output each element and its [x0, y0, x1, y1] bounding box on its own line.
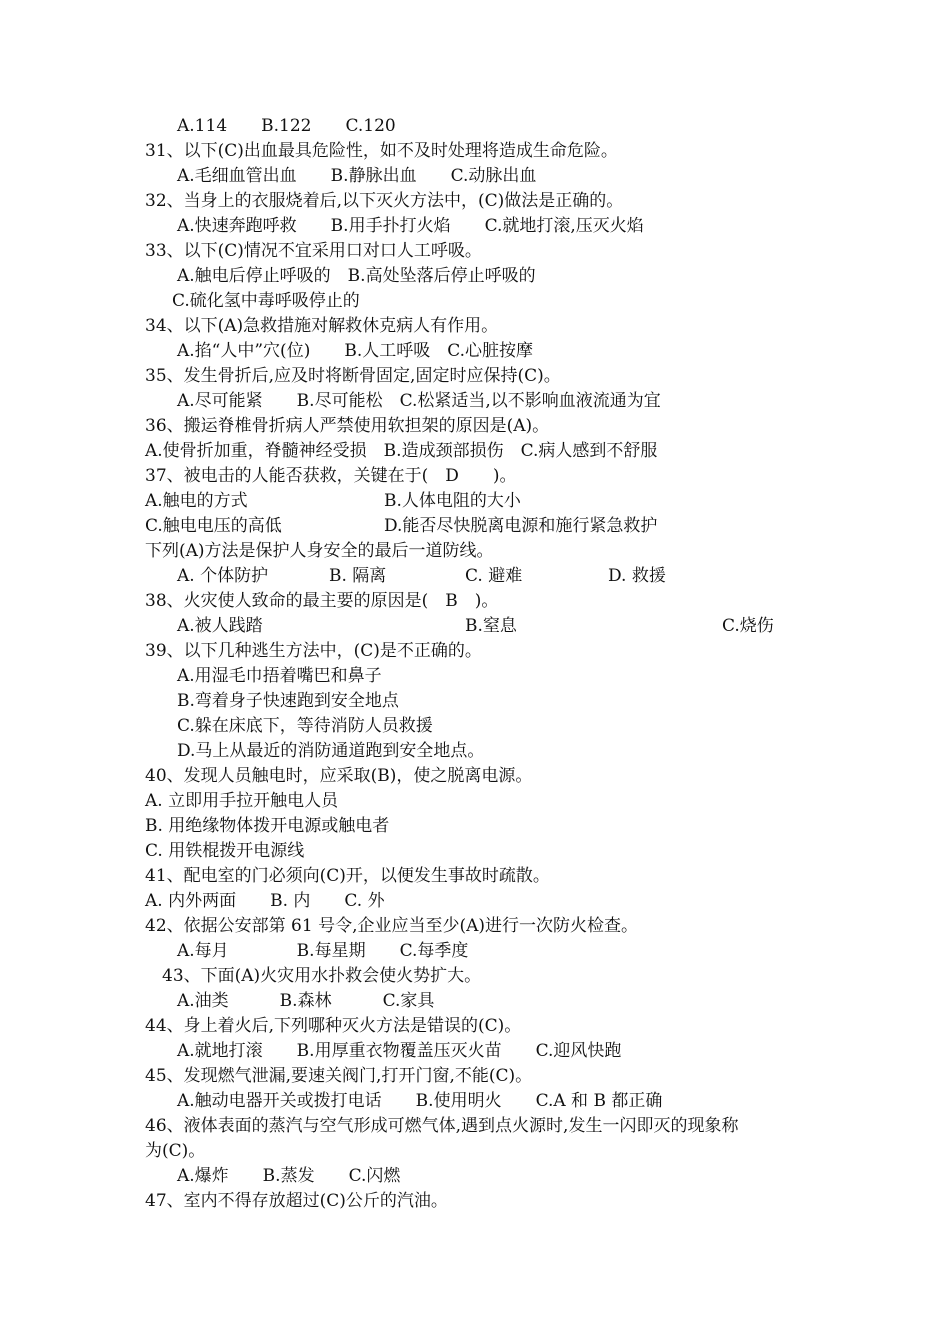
q39-option-c: C.躲在床底下，等待消防人员救援 — [177, 716, 433, 736]
q40-option-a: A. 立即用手拉开触电人员 — [145, 791, 339, 811]
extra-option-a: A. 个体防护 — [177, 566, 269, 586]
q33-option-c: C.硫化氢中毒呼吸停止的 — [172, 291, 360, 311]
q38-stem: 38、火灾使人致命的最主要的原因是( B )。 — [145, 591, 499, 611]
q33-stem: 33、以下(C)情况不宜采用口对口人工呼吸。 — [145, 241, 482, 261]
q39-stem: 39、以下几种逃生方法中，(C)是不正确的。 — [145, 641, 482, 661]
q38-option-c: C.烧伤 — [722, 616, 774, 636]
q36-options: A.使骨折加重，脊髓神经受损 B.造成颈部损伤 C.病人感到不舒服 — [145, 441, 658, 461]
q41-options: A. 内外两面 B. 内 C. 外 — [145, 891, 385, 911]
q45-options: A.触动电器开关或拨打电话 B.使用明火 C.A 和 B 都正确 — [177, 1091, 663, 1111]
q30-options: A.114 B.122 C.120 — [177, 116, 396, 136]
q44-stem: 44、身上着火后,下列哪种灭火方法是错误的(C)。 — [145, 1016, 522, 1036]
q32-stem: 32、当身上的衣服烧着后,以下灭火方法中，(C)做法是正确的。 — [145, 191, 624, 211]
extra-option-c: C. 避难 — [465, 566, 523, 586]
q31-stem: 31、以下(C)出血最具危险性，如不及时处理将造成生命危险。 — [145, 141, 618, 161]
q39-option-b: B.弯着身子快速跑到安全地点 — [177, 691, 399, 711]
q36-stem: 36、搬运脊椎骨折病人严禁使用软担架的原因是(A)。 — [145, 416, 550, 436]
q34-stem: 34、以下(A)急救措施对解救休克病人有作用。 — [145, 316, 499, 336]
q43-stem: 43、下面(A)火灾用水扑救会使火势扩大。 — [162, 966, 482, 986]
extra-option-b: B. 隔离 — [329, 566, 387, 586]
q42-options: A.每月 B.每星期 C.每季度 — [177, 941, 469, 961]
extra-question-stem: 下列(A)方法是保护人身安全的最后一道防线。 — [145, 541, 494, 561]
q35-options: A.尽可能紧 B.尽可能松 C.松紧适当,以不影响血液流通为宜 — [177, 391, 661, 411]
q32-options: A.快速奔跑呼救 B.用手扑打火焰 C.就地打滚,压灭火焰 — [177, 216, 644, 236]
q40-stem: 40、发现人员触电时，应采取(B)，使之脱离电源。 — [145, 766, 533, 786]
q37-stem: 37、被电击的人能否获救，关键在于( D )。 — [145, 466, 517, 486]
extra-option-d: D. 救援 — [608, 566, 666, 586]
q35-stem: 35、发生骨折后,应及时将断骨固定,固定时应保持(C)。 — [145, 366, 561, 386]
q39-option-d: D.马上从最近的消防通道跑到安全地点。 — [177, 741, 485, 761]
q46-options: A.爆炸 B.蒸发 C.闪燃 — [177, 1166, 401, 1186]
q37-option-b: B.人体电阻的大小 — [384, 491, 521, 511]
q37-option-a: A.触电的方式 — [145, 491, 248, 511]
q40-option-c: C. 用铁棍拨开电源线 — [145, 841, 305, 861]
q37-option-c: C.触电电压的高低 — [145, 516, 282, 536]
q38-option-a: A.被人践踏 — [177, 616, 263, 636]
q40-option-b: B. 用绝缘物体拨开电源或触电者 — [145, 816, 390, 836]
q34-options: A.掐“人中”穴(位) B.人工呼吸 C.心脏按摩 — [177, 341, 534, 361]
q37-option-d: D.能否尽快脱离电源和施行紧急救护 — [384, 516, 658, 536]
q44-options: A.就地打滚 B.用厚重衣物覆盖压灭火苗 C.迎风快跑 — [177, 1041, 622, 1061]
q41-stem: 41、配电室的门必须向(C)开，以便发生事故时疏散。 — [145, 866, 550, 886]
q33-options-ab: A.触电后停止呼吸的 B.高处坠落后停止呼吸的 — [177, 266, 536, 286]
q31-options: A.毛细血管出血 B.静脉出血 C.动脉出血 — [177, 166, 537, 186]
q43-options: A.油类 B.森林 C.家具 — [177, 991, 435, 1011]
q42-stem: 42、依据公安部第 61 号令,企业应当至少(A)进行一次防火检查。 — [145, 916, 639, 936]
q47-stem: 47、室内不得存放超过(C)公斤的汽油。 — [145, 1191, 448, 1211]
q45-stem: 45、发现燃气泄漏,要速关阀门,打开门窗,不能(C)。 — [145, 1066, 533, 1086]
q39-option-a: A.用湿毛巾捂着嘴巴和鼻子 — [177, 666, 382, 686]
q46-stem-line2: 为(C)。 — [145, 1141, 206, 1161]
q46-stem-line1: 46、液体表面的蒸汽与空气形成可燃气体,遇到点火源时,发生一闪即灭的现象称 — [145, 1116, 739, 1136]
q38-option-b: B.窒息 — [465, 616, 517, 636]
